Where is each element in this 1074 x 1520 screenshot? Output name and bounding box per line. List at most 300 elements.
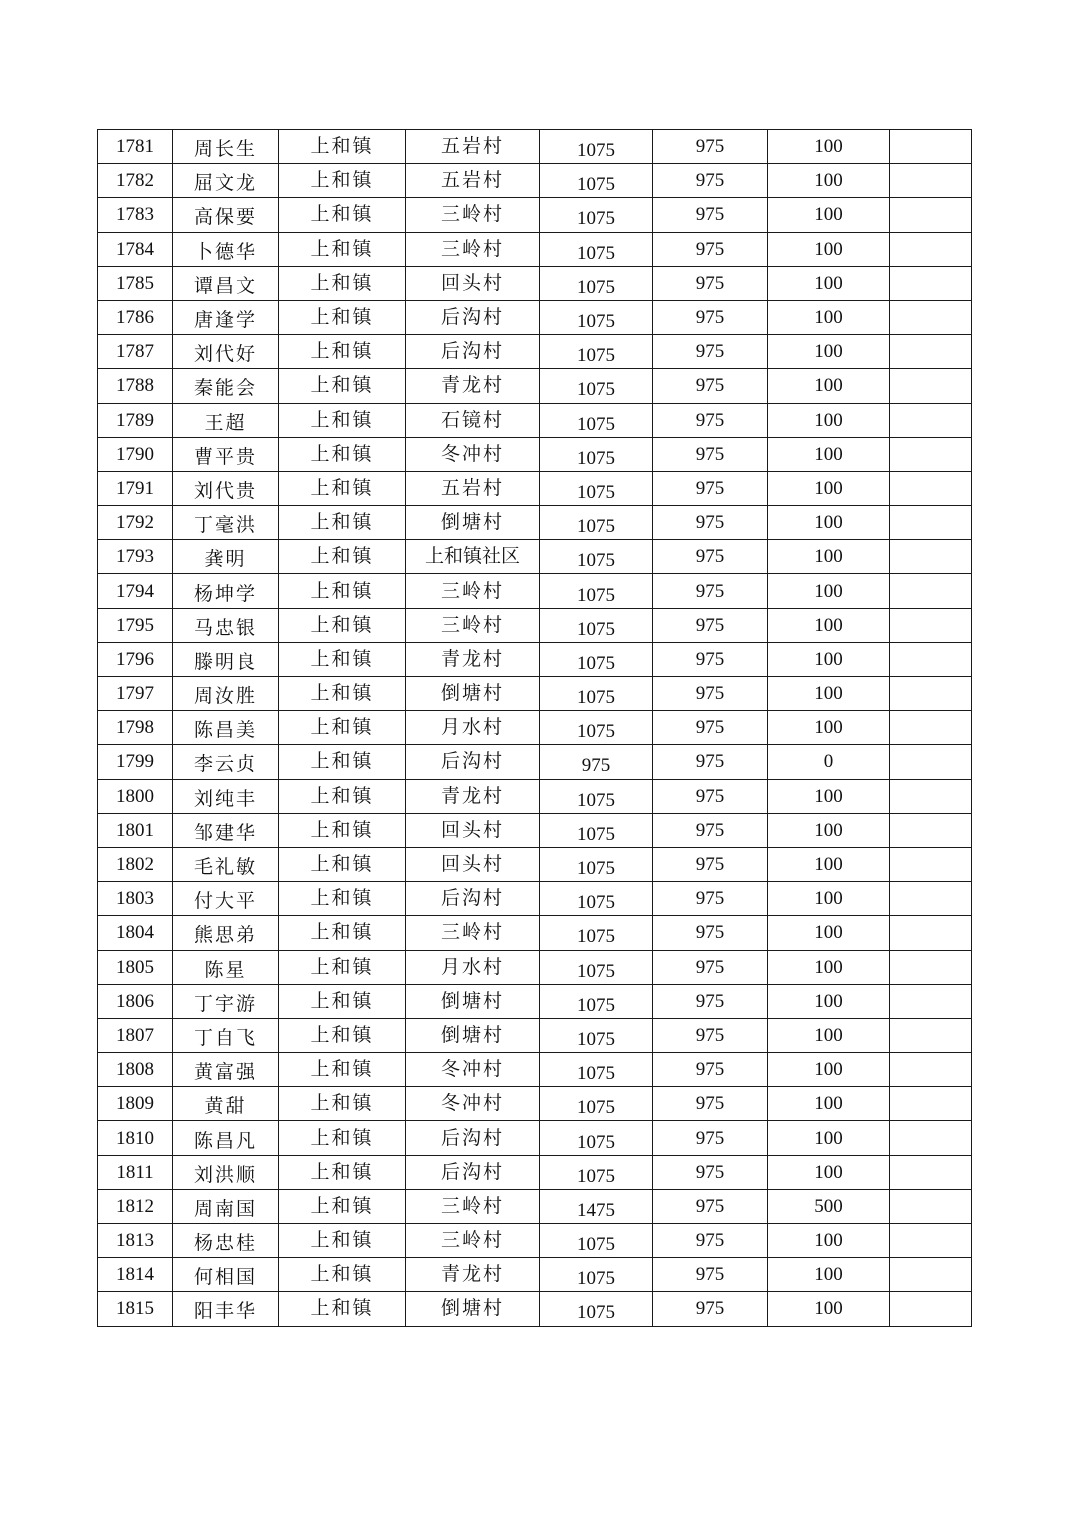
table-row — [98, 677, 972, 711]
extra-amount-cell: 0 — [768, 745, 890, 779]
town-cell: 上和镇 — [279, 984, 406, 1018]
extra-amount-cell: 100 — [768, 540, 890, 574]
name-cell: 刘洪顺 — [173, 1155, 279, 1189]
total-amount-cell: 1075 — [540, 574, 653, 608]
base-amount-cell: 975 — [653, 1155, 768, 1189]
note-cell — [890, 1155, 972, 1189]
total-amount-cell: 975 — [540, 745, 653, 779]
extra-amount-cell: 100 — [768, 130, 890, 164]
name-cell: 滕明良 — [173, 642, 279, 676]
total-amount-cell: 1075 — [540, 437, 653, 471]
note-cell — [890, 950, 972, 984]
town-cell: 上和镇 — [279, 1292, 406, 1326]
extra-amount-cell: 100 — [768, 779, 890, 813]
name-cell: 屈文龙 — [173, 164, 279, 198]
name-cell: 秦能会 — [173, 369, 279, 403]
table-row — [98, 1292, 972, 1326]
village-cell: 五岩村 — [406, 164, 540, 198]
town-cell: 上和镇 — [279, 916, 406, 950]
town-cell: 上和镇 — [279, 1155, 406, 1189]
table-row — [98, 540, 972, 574]
table-row — [98, 847, 972, 881]
base-amount-cell: 975 — [653, 1121, 768, 1155]
village-cell: 青龙村 — [406, 779, 540, 813]
extra-amount-cell: 100 — [768, 437, 890, 471]
extra-amount-cell: 100 — [768, 471, 890, 505]
note-cell — [890, 335, 972, 369]
note-cell — [890, 779, 972, 813]
name-cell: 刘代贵 — [173, 471, 279, 505]
note-cell — [890, 369, 972, 403]
table-row — [98, 1258, 972, 1292]
town-cell: 上和镇 — [279, 266, 406, 300]
table-row — [98, 574, 972, 608]
name-cell: 陈昌美 — [173, 711, 279, 745]
note-cell — [890, 1292, 972, 1326]
table-row — [98, 779, 972, 813]
extra-amount-cell: 100 — [768, 506, 890, 540]
row-number-cell: 1810 — [98, 1121, 173, 1155]
total-amount-cell: 1075 — [540, 882, 653, 916]
name-cell: 丁宇游 — [173, 984, 279, 1018]
table-row — [98, 266, 972, 300]
base-amount-cell: 975 — [653, 471, 768, 505]
extra-amount-cell: 100 — [768, 1155, 890, 1189]
note-cell — [890, 574, 972, 608]
total-amount-cell: 1075 — [540, 711, 653, 745]
village-cell: 三岭村 — [406, 608, 540, 642]
base-amount-cell: 975 — [653, 1292, 768, 1326]
village-cell: 青龙村 — [406, 1258, 540, 1292]
extra-amount-cell: 100 — [768, 198, 890, 232]
extra-amount-cell: 100 — [768, 232, 890, 266]
village-cell: 三岭村 — [406, 198, 540, 232]
village-cell: 三岭村 — [406, 916, 540, 950]
table-row — [98, 1155, 972, 1189]
note-cell — [890, 300, 972, 334]
row-number-cell: 1805 — [98, 950, 173, 984]
base-amount-cell: 975 — [653, 1053, 768, 1087]
total-amount-cell: 1075 — [540, 130, 653, 164]
name-cell: 谭昌文 — [173, 266, 279, 300]
name-cell: 龚明 — [173, 540, 279, 574]
row-number-cell: 1789 — [98, 403, 173, 437]
row-number-cell: 1791 — [98, 471, 173, 505]
village-cell: 月水村 — [406, 950, 540, 984]
village-cell: 五岩村 — [406, 471, 540, 505]
extra-amount-cell: 100 — [768, 677, 890, 711]
row-number-cell: 1782 — [98, 164, 173, 198]
name-cell: 陈昌凡 — [173, 1121, 279, 1155]
town-cell: 上和镇 — [279, 642, 406, 676]
note-cell — [890, 847, 972, 881]
base-amount-cell: 975 — [653, 984, 768, 1018]
base-amount-cell: 975 — [653, 540, 768, 574]
total-amount-cell: 1075 — [540, 1053, 653, 1087]
row-number-cell: 1804 — [98, 916, 173, 950]
town-cell: 上和镇 — [279, 506, 406, 540]
row-number-cell: 1794 — [98, 574, 173, 608]
base-amount-cell: 975 — [653, 198, 768, 232]
row-number-cell: 1814 — [98, 1258, 173, 1292]
note-cell — [890, 266, 972, 300]
row-number-cell: 1783 — [98, 198, 173, 232]
table-row — [98, 130, 972, 164]
village-cell: 青龙村 — [406, 642, 540, 676]
total-amount-cell: 1075 — [540, 847, 653, 881]
name-cell: 黄富强 — [173, 1053, 279, 1087]
total-amount-cell: 1075 — [540, 232, 653, 266]
row-number-cell: 1813 — [98, 1224, 173, 1258]
name-cell: 刘代好 — [173, 335, 279, 369]
extra-amount-cell: 100 — [768, 1087, 890, 1121]
name-cell: 马忠银 — [173, 608, 279, 642]
row-number-cell: 1802 — [98, 847, 173, 881]
note-cell — [890, 1053, 972, 1087]
extra-amount-cell: 100 — [768, 403, 890, 437]
table-row — [98, 711, 972, 745]
base-amount-cell: 975 — [653, 711, 768, 745]
table-row — [98, 882, 972, 916]
name-cell: 阳丰华 — [173, 1292, 279, 1326]
town-cell: 上和镇 — [279, 1258, 406, 1292]
village-cell: 回头村 — [406, 847, 540, 881]
total-amount-cell: 1075 — [540, 471, 653, 505]
town-cell: 上和镇 — [279, 130, 406, 164]
total-amount-cell: 1075 — [540, 335, 653, 369]
name-cell: 熊思弟 — [173, 916, 279, 950]
note-cell — [890, 608, 972, 642]
base-amount-cell: 975 — [653, 882, 768, 916]
town-cell: 上和镇 — [279, 608, 406, 642]
village-cell: 倒塘村 — [406, 677, 540, 711]
total-amount-cell: 1075 — [540, 813, 653, 847]
village-cell: 青龙村 — [406, 369, 540, 403]
note-cell — [890, 1018, 972, 1052]
row-number-cell: 1787 — [98, 335, 173, 369]
base-amount-cell: 975 — [653, 916, 768, 950]
village-cell: 回头村 — [406, 266, 540, 300]
name-cell: 邹建华 — [173, 813, 279, 847]
row-number-cell: 1808 — [98, 1053, 173, 1087]
note-cell — [890, 540, 972, 574]
base-amount-cell: 975 — [653, 266, 768, 300]
row-number-cell: 1788 — [98, 369, 173, 403]
extra-amount-cell: 100 — [768, 369, 890, 403]
base-amount-cell: 975 — [653, 403, 768, 437]
note-cell — [890, 711, 972, 745]
village-cell: 三岭村 — [406, 1189, 540, 1223]
name-cell: 王超 — [173, 403, 279, 437]
town-cell: 上和镇 — [279, 300, 406, 334]
total-amount-cell: 1075 — [540, 506, 653, 540]
base-amount-cell: 975 — [653, 847, 768, 881]
row-number-cell: 1798 — [98, 711, 173, 745]
name-cell: 付大平 — [173, 882, 279, 916]
base-amount-cell: 975 — [653, 642, 768, 676]
total-amount-cell: 1475 — [540, 1189, 653, 1223]
name-cell: 刘纯丰 — [173, 779, 279, 813]
village-cell: 三岭村 — [406, 574, 540, 608]
total-amount-cell: 1075 — [540, 916, 653, 950]
town-cell: 上和镇 — [279, 540, 406, 574]
note-cell — [890, 403, 972, 437]
note-cell — [890, 164, 972, 198]
village-cell: 倒塘村 — [406, 1292, 540, 1326]
row-number-cell: 1799 — [98, 745, 173, 779]
town-cell: 上和镇 — [279, 1018, 406, 1052]
total-amount-cell: 1075 — [540, 1224, 653, 1258]
town-cell: 上和镇 — [279, 745, 406, 779]
base-amount-cell: 975 — [653, 608, 768, 642]
name-cell: 曹平贵 — [173, 437, 279, 471]
row-number-cell: 1809 — [98, 1087, 173, 1121]
total-amount-cell: 1075 — [540, 403, 653, 437]
table-row — [98, 164, 972, 198]
extra-amount-cell: 100 — [768, 1224, 890, 1258]
row-number-cell: 1801 — [98, 813, 173, 847]
note-cell — [890, 198, 972, 232]
row-number-cell: 1815 — [98, 1292, 173, 1326]
village-cell: 倒塘村 — [406, 1018, 540, 1052]
total-amount-cell: 1075 — [540, 1292, 653, 1326]
total-amount-cell: 1075 — [540, 984, 653, 1018]
row-number-cell: 1803 — [98, 882, 173, 916]
extra-amount-cell: 100 — [768, 266, 890, 300]
row-number-cell: 1792 — [98, 506, 173, 540]
base-amount-cell: 975 — [653, 813, 768, 847]
base-amount-cell: 975 — [653, 1189, 768, 1223]
base-amount-cell: 975 — [653, 369, 768, 403]
total-amount-cell: 1075 — [540, 1155, 653, 1189]
note-cell — [890, 1121, 972, 1155]
extra-amount-cell: 100 — [768, 1258, 890, 1292]
town-cell: 上和镇 — [279, 1121, 406, 1155]
village-cell: 倒塘村 — [406, 984, 540, 1018]
town-cell: 上和镇 — [279, 779, 406, 813]
base-amount-cell: 975 — [653, 232, 768, 266]
extra-amount-cell: 100 — [768, 1292, 890, 1326]
extra-amount-cell: 100 — [768, 1121, 890, 1155]
village-cell: 后沟村 — [406, 882, 540, 916]
note-cell — [890, 813, 972, 847]
table-row — [98, 1087, 972, 1121]
base-amount-cell: 975 — [653, 1224, 768, 1258]
total-amount-cell: 1075 — [540, 1258, 653, 1292]
note-cell — [890, 677, 972, 711]
village-cell: 后沟村 — [406, 335, 540, 369]
roster-table — [97, 129, 972, 1327]
note-cell — [890, 437, 972, 471]
note-cell — [890, 471, 972, 505]
name-cell: 毛礼敏 — [173, 847, 279, 881]
village-cell: 石镜村 — [406, 403, 540, 437]
base-amount-cell: 975 — [653, 745, 768, 779]
base-amount-cell: 975 — [653, 677, 768, 711]
note-cell — [890, 916, 972, 950]
village-cell: 上和镇社区 — [406, 540, 540, 574]
town-cell: 上和镇 — [279, 574, 406, 608]
row-number-cell: 1807 — [98, 1018, 173, 1052]
table-row — [98, 300, 972, 334]
village-cell: 冬冲村 — [406, 437, 540, 471]
village-cell: 三岭村 — [406, 232, 540, 266]
base-amount-cell: 975 — [653, 164, 768, 198]
name-cell: 李云贞 — [173, 745, 279, 779]
extra-amount-cell: 100 — [768, 335, 890, 369]
extra-amount-cell: 100 — [768, 847, 890, 881]
note-cell — [890, 1087, 972, 1121]
table-row — [98, 437, 972, 471]
row-number-cell: 1812 — [98, 1189, 173, 1223]
row-number-cell: 1797 — [98, 677, 173, 711]
town-cell: 上和镇 — [279, 711, 406, 745]
table-row — [98, 232, 972, 266]
base-amount-cell: 975 — [653, 779, 768, 813]
extra-amount-cell: 100 — [768, 984, 890, 1018]
name-cell: 卜德华 — [173, 232, 279, 266]
note-cell — [890, 506, 972, 540]
total-amount-cell: 1075 — [540, 950, 653, 984]
table-row — [98, 1121, 972, 1155]
row-number-cell: 1796 — [98, 642, 173, 676]
town-cell: 上和镇 — [279, 1189, 406, 1223]
name-cell: 高保要 — [173, 198, 279, 232]
village-cell: 月水村 — [406, 711, 540, 745]
town-cell: 上和镇 — [279, 847, 406, 881]
base-amount-cell: 975 — [653, 1258, 768, 1292]
row-number-cell: 1811 — [98, 1155, 173, 1189]
extra-amount-cell: 100 — [768, 916, 890, 950]
row-number-cell: 1800 — [98, 779, 173, 813]
note-cell — [890, 745, 972, 779]
name-cell: 唐逢学 — [173, 300, 279, 334]
row-number-cell: 1785 — [98, 266, 173, 300]
base-amount-cell: 975 — [653, 335, 768, 369]
village-cell: 后沟村 — [406, 1155, 540, 1189]
table-row — [98, 1224, 972, 1258]
name-cell: 杨坤学 — [173, 574, 279, 608]
total-amount-cell: 1075 — [540, 300, 653, 334]
total-amount-cell: 1075 — [540, 266, 653, 300]
table-row — [98, 403, 972, 437]
table-row — [98, 916, 972, 950]
extra-amount-cell: 100 — [768, 813, 890, 847]
base-amount-cell: 975 — [653, 950, 768, 984]
note-cell — [890, 130, 972, 164]
village-cell: 倒塘村 — [406, 506, 540, 540]
village-cell: 后沟村 — [406, 1121, 540, 1155]
table-row — [98, 471, 972, 505]
town-cell: 上和镇 — [279, 1053, 406, 1087]
name-cell: 杨忠桂 — [173, 1224, 279, 1258]
town-cell: 上和镇 — [279, 1087, 406, 1121]
total-amount-cell: 1075 — [540, 1018, 653, 1052]
note-cell — [890, 882, 972, 916]
table-row — [98, 506, 972, 540]
extra-amount-cell: 100 — [768, 950, 890, 984]
extra-amount-cell: 100 — [768, 711, 890, 745]
town-cell: 上和镇 — [279, 1224, 406, 1258]
table-row — [98, 950, 972, 984]
village-cell: 冬冲村 — [406, 1053, 540, 1087]
village-cell: 五岩村 — [406, 130, 540, 164]
town-cell: 上和镇 — [279, 369, 406, 403]
extra-amount-cell: 100 — [768, 642, 890, 676]
base-amount-cell: 975 — [653, 300, 768, 334]
town-cell: 上和镇 — [279, 950, 406, 984]
name-cell: 周南国 — [173, 1189, 279, 1223]
town-cell: 上和镇 — [279, 677, 406, 711]
table-row — [98, 198, 972, 232]
table-row — [98, 745, 972, 779]
note-cell — [890, 642, 972, 676]
village-cell: 后沟村 — [406, 300, 540, 334]
extra-amount-cell: 100 — [768, 608, 890, 642]
extra-amount-cell: 100 — [768, 164, 890, 198]
table-row — [98, 608, 972, 642]
name-cell: 丁自飞 — [173, 1018, 279, 1052]
base-amount-cell: 975 — [653, 1087, 768, 1121]
town-cell: 上和镇 — [279, 232, 406, 266]
name-cell: 丁毫洪 — [173, 506, 279, 540]
village-cell: 后沟村 — [406, 745, 540, 779]
total-amount-cell: 1075 — [540, 677, 653, 711]
name-cell: 周长生 — [173, 130, 279, 164]
town-cell: 上和镇 — [279, 813, 406, 847]
table-row — [98, 1018, 972, 1052]
extra-amount-cell: 500 — [768, 1189, 890, 1223]
name-cell: 何相国 — [173, 1258, 279, 1292]
town-cell: 上和镇 — [279, 437, 406, 471]
row-number-cell: 1790 — [98, 437, 173, 471]
name-cell: 陈星 — [173, 950, 279, 984]
total-amount-cell: 1075 — [540, 540, 653, 574]
row-number-cell: 1793 — [98, 540, 173, 574]
table-row — [98, 335, 972, 369]
town-cell: 上和镇 — [279, 198, 406, 232]
row-number-cell: 1795 — [98, 608, 173, 642]
base-amount-cell: 975 — [653, 574, 768, 608]
town-cell: 上和镇 — [279, 335, 406, 369]
row-number-cell: 1806 — [98, 984, 173, 1018]
extra-amount-cell: 100 — [768, 1053, 890, 1087]
village-cell: 回头村 — [406, 813, 540, 847]
total-amount-cell: 1075 — [540, 608, 653, 642]
table-row — [98, 369, 972, 403]
name-cell: 黄甜 — [173, 1087, 279, 1121]
town-cell: 上和镇 — [279, 471, 406, 505]
base-amount-cell: 975 — [653, 130, 768, 164]
row-number-cell: 1786 — [98, 300, 173, 334]
name-cell: 周汝胜 — [173, 677, 279, 711]
base-amount-cell: 975 — [653, 506, 768, 540]
note-cell — [890, 1224, 972, 1258]
table-row — [98, 813, 972, 847]
total-amount-cell: 1075 — [540, 1087, 653, 1121]
extra-amount-cell: 100 — [768, 300, 890, 334]
total-amount-cell: 1075 — [540, 642, 653, 676]
town-cell: 上和镇 — [279, 164, 406, 198]
table-row — [98, 642, 972, 676]
row-number-cell: 1784 — [98, 232, 173, 266]
table-row — [98, 1053, 972, 1087]
village-cell: 冬冲村 — [406, 1087, 540, 1121]
note-cell — [890, 984, 972, 1018]
town-cell: 上和镇 — [279, 882, 406, 916]
table-row — [98, 984, 972, 1018]
row-number-cell: 1781 — [98, 130, 173, 164]
